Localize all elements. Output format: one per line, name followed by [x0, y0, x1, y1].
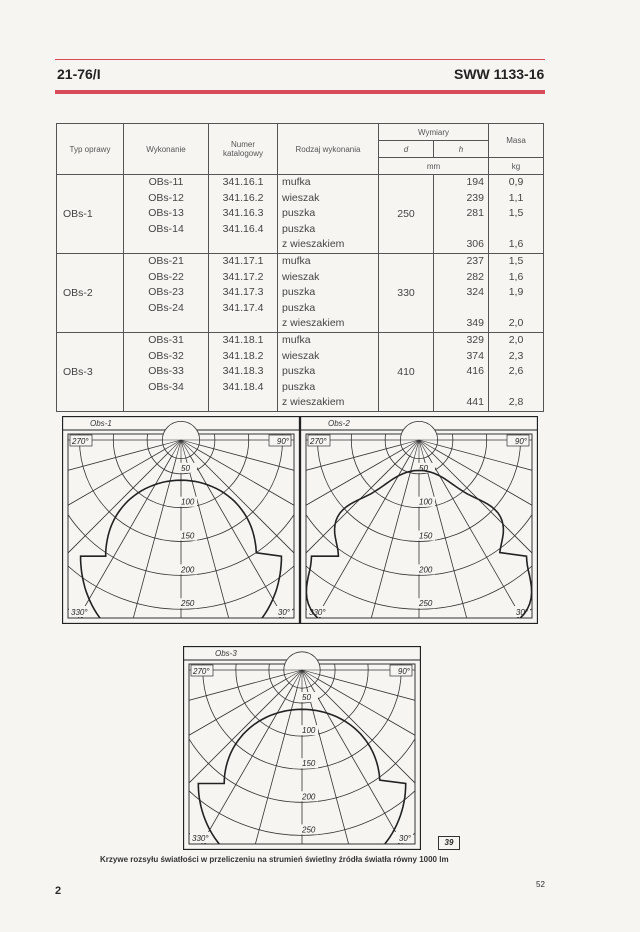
cell-numer-value: 341.16.4: [222, 222, 264, 235]
ring-label: 250: [181, 599, 195, 609]
standard-number: SWW 1133-16: [454, 66, 545, 82]
polar-diagram-obs-2: [300, 416, 538, 624]
cell-numer-value: 341.18.2: [222, 349, 264, 362]
cell-typ: OBs-2: [57, 253, 124, 332]
cell-wykonanie-value: OBs-22: [148, 270, 184, 283]
ring-label: 50: [181, 463, 190, 473]
col-d: d: [379, 141, 434, 158]
cell-h-value: [438, 222, 484, 238]
grid-radial: [181, 440, 300, 624]
table-row: [57, 332, 544, 411]
ring-label: 200: [181, 565, 195, 575]
cell-h-value: 194: [466, 176, 484, 188]
cell-numer-value: 341.16.3: [222, 207, 264, 220]
cell-h: [434, 253, 489, 332]
cell-numer: [209, 332, 278, 411]
grid-radial: [419, 440, 538, 544]
cell-rodzaj-value: puszka: [282, 365, 316, 378]
cell-wykonanie-value: OBs-12: [148, 191, 184, 204]
cell-masa-value: 1,9: [508, 286, 524, 299]
grid-radial: [62, 440, 181, 544]
cell-masa-value: 1,5: [508, 207, 524, 220]
cell-rodzaj-value: puszka: [282, 301, 316, 314]
cell-h-value: [438, 301, 484, 317]
cell-masa-value: [493, 222, 539, 238]
angle-label: 330°: [309, 608, 326, 617]
cell-h: [434, 175, 489, 254]
cell-masa-value: 2,8: [508, 396, 524, 409]
ring-label: 250: [302, 825, 316, 835]
col-rodzaj: Rodzaj wykonania: [278, 124, 379, 175]
angle-label: 90°: [514, 437, 527, 446]
angle-label: 330°: [71, 608, 88, 617]
cell-h-value: 306: [466, 238, 484, 251]
ring-label: 250: [419, 599, 433, 609]
cell-wykonanie-value: OBs-33: [148, 365, 184, 378]
grid-radial: [300, 440, 419, 624]
cell-h-value: 282: [466, 270, 484, 283]
cell-typ: OBs-1: [57, 175, 124, 254]
ring-label: 200: [302, 792, 316, 802]
cell-numer-value: 341.18.1: [222, 333, 264, 346]
drawing-number-stamp: 39: [438, 836, 460, 850]
cell-h-value: 349: [466, 317, 484, 330]
ring-label: 100: [181, 497, 195, 507]
cell-wykonanie: [124, 175, 209, 254]
grid-radial: [300, 440, 419, 624]
cell-rodzaj-value: puszka: [282, 222, 316, 235]
grid-radial: [419, 440, 538, 624]
cell-numer-value: 341.17.2: [222, 270, 264, 283]
angle-label: 270°: [193, 667, 210, 676]
cell-rodzaj-value: puszka: [282, 286, 316, 299]
ring-label: 50: [419, 463, 428, 473]
cell-rodzaj-value: wieszak: [282, 349, 320, 362]
cell-rodzaj-value: puszka: [282, 207, 316, 220]
cell-rodzaj-value: wieszak: [282, 191, 320, 204]
grid-radial: [302, 670, 421, 774]
ring-label: 150: [181, 531, 195, 541]
cell-wykonanie-value: OBs-13: [148, 207, 184, 220]
cell-rodzaj-value: z wieszakiem: [282, 238, 345, 251]
cell-h-value: 239: [466, 191, 484, 204]
grid-radial: [62, 440, 181, 624]
cell-rodzaj-value: mufka: [282, 176, 311, 188]
cell-rodzaj-value: z wieszakiem: [282, 396, 345, 409]
grid-radial: [181, 440, 300, 544]
col-masa: Masa: [489, 124, 544, 158]
cell-masa: [489, 332, 544, 411]
cell-rodzaj: [278, 332, 379, 411]
cell-h-value: 416: [466, 365, 484, 378]
grid-radial: [300, 440, 419, 624]
cell-masa-value: 1,1: [508, 191, 524, 204]
cell-masa-value: 1,6: [508, 238, 524, 251]
cell-typ: OBs-3: [57, 332, 124, 411]
header-rule-thin: [55, 59, 545, 60]
cell-numer-value: 341.17.3: [222, 286, 264, 299]
cell-wykonanie-value: OBs-11: [148, 176, 184, 188]
cell-rodzaj: [278, 253, 379, 332]
ring-label: 50: [302, 693, 311, 703]
grid-radial: [181, 440, 300, 624]
col-wykonanie: Wykonanie: [124, 124, 209, 175]
page-number-right: 52: [536, 880, 545, 889]
col-typ: Typ oprawy: [57, 124, 124, 175]
cell-masa-value: [493, 301, 539, 317]
ring-label: 150: [302, 759, 316, 769]
cell-wykonanie: [124, 332, 209, 411]
table-row: [57, 175, 544, 254]
cell-rodzaj-value: mufka: [282, 254, 311, 267]
unit-kg: kg: [489, 158, 544, 175]
angle-label: 270°: [310, 437, 327, 446]
grid-radial: [183, 670, 302, 774]
cell-masa-value: [493, 380, 539, 396]
grid-radial: [300, 440, 419, 544]
cell-numer-value: 341.18.4: [222, 380, 264, 393]
cell-h-value: 441: [466, 396, 484, 409]
polar-diagram-obs-1: [62, 416, 300, 624]
page-number-left: 2: [55, 885, 62, 897]
cell-masa: [489, 175, 544, 254]
cell-wykonanie-value: OBs-32: [148, 349, 184, 362]
cell-numer-value: 341.16.2: [222, 191, 264, 204]
cell-rodzaj-value: wieszak: [282, 270, 320, 283]
angle-label: 30°: [398, 834, 411, 843]
col-h: h: [434, 141, 489, 158]
col-numer: Numer katalogowy: [209, 124, 278, 175]
cell-wykonanie: [124, 253, 209, 332]
cell-numer: [209, 175, 278, 254]
cell-h-value: 281: [466, 207, 484, 220]
grid-radial: [419, 440, 538, 624]
cell-masa-value: 2,6: [508, 365, 524, 378]
diagram-title: Obs-2: [328, 419, 350, 428]
cell-h-value: 329: [466, 333, 484, 346]
unit-mm: mm: [379, 158, 489, 175]
table-row: [57, 253, 544, 332]
grid-radial: [62, 440, 181, 624]
polar-diagram-obs-3: [183, 646, 421, 850]
cell-h: [434, 332, 489, 411]
cell-wykonanie-value: OBs-14: [148, 222, 184, 235]
cell-wykonanie-value: OBs-31: [148, 333, 184, 346]
cell-masa-value: 0,9: [508, 176, 524, 188]
cell-rodzaj-value: puszka: [282, 380, 316, 393]
spec-table: [56, 123, 544, 412]
angle-label: 30°: [515, 608, 528, 617]
grid-radial: [419, 440, 538, 624]
cell-d: 330: [379, 253, 434, 332]
col-wymiary: Wymiary: [379, 124, 489, 141]
angle-label: 270°: [72, 437, 89, 446]
cell-wykonanie-value: OBs-24: [148, 301, 184, 314]
cell-wykonanie-value: OBs-21: [148, 254, 184, 267]
ring-label: 200: [419, 565, 433, 575]
grid-radial: [181, 440, 300, 624]
cell-numer-value: 341.17.1: [222, 254, 264, 267]
ring-label: 100: [419, 497, 433, 507]
cell-rodzaj: [278, 175, 379, 254]
cell-wykonanie-value: OBs-23: [148, 286, 184, 299]
cell-h-value: [438, 380, 484, 396]
cell-masa: [489, 253, 544, 332]
cell-h-value: 237: [466, 254, 484, 267]
doc-code: 21-76/I: [57, 66, 101, 82]
diagram-title: Obs-1: [90, 419, 112, 428]
cell-masa-value: 1,5: [508, 254, 524, 267]
cell-masa-value: 2,3: [508, 349, 524, 362]
cell-numer-value: 341.18.3: [222, 365, 264, 378]
figure-caption: Krzywe rozsyłu światłości w przeliczeniu na strumień świetlny źródła światła równy 1000 lm: [100, 855, 449, 864]
ring-label: 100: [302, 726, 316, 736]
cell-h-value: 374: [466, 349, 484, 362]
cell-masa-value: 1,6: [508, 270, 524, 283]
cell-d: 410: [379, 332, 434, 411]
angle-label: 90°: [276, 437, 289, 446]
cell-masa-value: 2,0: [508, 317, 524, 330]
angle-label: 90°: [397, 667, 410, 676]
cell-rodzaj-value: mufka: [282, 333, 311, 346]
cell-numer-value: 341.16.1: [222, 176, 264, 188]
angle-label: 330°: [192, 834, 209, 843]
grid-radial: [62, 440, 181, 624]
angle-label: 30°: [277, 608, 290, 617]
cell-rodzaj-value: z wieszakiem: [282, 317, 345, 330]
header-rule-thick: [55, 90, 545, 94]
cell-h-value: 324: [466, 286, 484, 299]
cell-numer-value: 341.17.4: [222, 301, 264, 314]
cell-wykonanie-value: OBs-34: [148, 380, 184, 393]
diagram-title: Obs-3: [215, 649, 237, 658]
cell-numer: [209, 253, 278, 332]
cell-masa-value: 2,0: [508, 333, 524, 346]
ring-label: 150: [419, 531, 433, 541]
cell-d: 250: [379, 175, 434, 254]
